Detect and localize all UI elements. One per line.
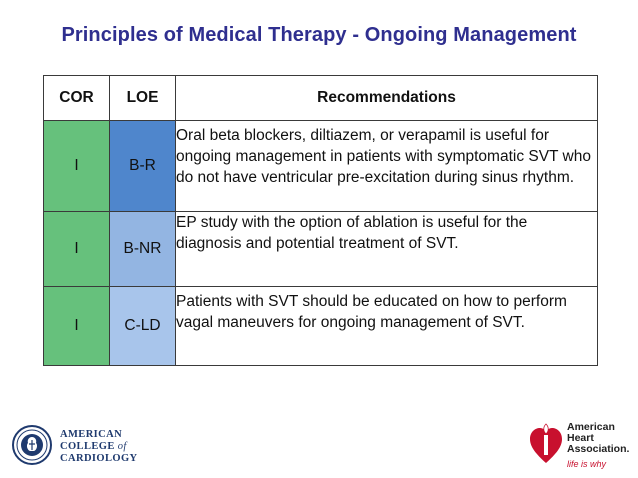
acc-seal-icon bbox=[12, 425, 52, 465]
header-recommendations: Recommendations bbox=[176, 76, 598, 121]
loe-cell: C-LD bbox=[110, 287, 176, 366]
aha-tagline: life is why bbox=[567, 459, 607, 469]
table-header-row bbox=[44, 76, 598, 121]
acc-line1: AMERICAN bbox=[60, 429, 123, 440]
table-row bbox=[44, 212, 598, 287]
aha-logo bbox=[528, 415, 628, 475]
acc-line3: CARDIOLOGY bbox=[60, 453, 138, 464]
acc-logo bbox=[12, 425, 152, 469]
aha-line3: Association. bbox=[567, 443, 630, 455]
acc-line2-pre: COLLEGE bbox=[60, 441, 118, 452]
table-row bbox=[44, 121, 598, 212]
heart-torch-icon bbox=[528, 421, 564, 465]
acc-line2-of: of bbox=[117, 441, 127, 452]
loe-cell: B-R bbox=[110, 121, 176, 212]
recommendations-table bbox=[43, 75, 598, 366]
aha-line2: Heart bbox=[567, 432, 594, 444]
table-row bbox=[44, 287, 598, 366]
acc-line2 bbox=[60, 441, 138, 453]
recommendation-cell: Patients with SVT should be educated on how to perform vagal maneuvers for ongoing management of SVT. bbox=[176, 287, 598, 366]
recommendation-cell: EP study with the option of ablation is useful for the diagnosis and potential treatment of SVT. bbox=[176, 212, 598, 287]
loe-cell: B-NR bbox=[110, 212, 176, 287]
acc-wordmark bbox=[60, 429, 138, 465]
header-cor: COR bbox=[44, 76, 110, 121]
recommendation-cell: Oral beta blockers, diltiazem, or verapamil is useful for ongoing management in patients with symptomatic SVT who do not have ventricular pre-excitation during sinus rhythm. bbox=[176, 121, 598, 212]
cor-cell: I bbox=[44, 121, 110, 212]
cor-cell: I bbox=[44, 212, 110, 287]
header-loe: LOE bbox=[110, 76, 176, 121]
aha-wordmark bbox=[567, 422, 629, 455]
slide-title: Principles of Medical Therapy - Ongoing Management bbox=[61, 24, 577, 46]
cor-cell: I bbox=[44, 287, 110, 366]
aha-line1: American bbox=[567, 421, 615, 433]
